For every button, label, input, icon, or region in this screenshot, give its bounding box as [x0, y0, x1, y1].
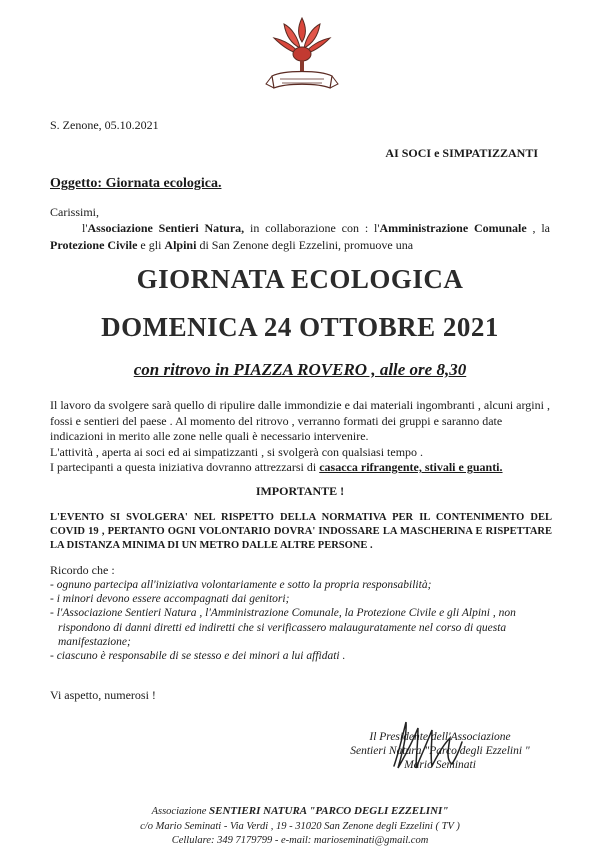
intro-text: e gli: [137, 238, 165, 252]
signature-block: [330, 730, 550, 772]
intro-paragraph: [50, 220, 550, 254]
list-item: - ciascuno è responsabile di se stesso e dei minori a lui affidati .: [50, 650, 346, 663]
list-item: - i minori devono essere accompagnati dai genitori;: [50, 593, 290, 606]
footer-assoc-prefix: Associazione: [151, 806, 210, 817]
place-date: S. Zenone, 05.10.2021: [50, 118, 159, 132]
body-paragraph-3: [50, 460, 552, 476]
important-heading: IMPORTANTE !: [255, 484, 345, 498]
gear-list: casacca rifrangente, stivali e guanti.: [319, 460, 503, 474]
event-title: GIORNATA ECOLOGICA: [136, 264, 464, 294]
footer-assoc: [0, 804, 600, 820]
intro-admin: Amministrazione Comunale: [379, 221, 527, 235]
greeting: Carissimi,: [50, 205, 100, 219]
event-date: DOMENICA 24 OTTOBRE 2021: [101, 312, 499, 342]
body-paragraph-1: Il lavoro da svolgere sarà quello di ripulire dalle immondizie e dai materiali ingombranti , alcuni argini , fossi e sentieri del paese . Al momento del ritrovo , verranno formati dei gruppi e saranno date indicazioni in merito alle zone nelle quali è necessario intervenire.: [50, 398, 550, 443]
signer-assoc: Sentieri Natura "Parco degli Ezzelini ": [350, 745, 530, 757]
body-paragraphs: [50, 398, 552, 476]
recipients: AI SOCI e SIMPATIZZANTI: [385, 146, 538, 160]
list-item: - l'Associazione Sentieri Natura , l'Amministrazione Comunale, la Protezione Civile e gli Alpini , non rispondono di danni diretti ed indiretti che si verificassero malauguratamente nel corso di questa manifestazione;: [50, 607, 516, 648]
body-paragraph-2: L'attività , aperta ai soci ed ai simpatizzanti , si svolgerà con qualsiasi tempo .: [50, 444, 424, 459]
subject-line: Oggetto: Giornata ecologica.: [50, 176, 222, 191]
footer-assoc-name: SENTIERI NATURA "PARCO DEGLI EZZELINI": [209, 805, 449, 817]
signer-title: Il Presidente dell'Associazione: [369, 731, 511, 743]
intro-text: l': [82, 221, 88, 235]
footer-contacts: Cellulare: 349 7179799 - e-mail: marioseminati@gmail.com: [171, 835, 429, 846]
covid-notice: L'EVENTO SI SVOLGERA' NEL RISPETTO DELLA NORMATIVA PER IL CONTENIMENTO DEL COVID 19 , PERTANTO OGNI VOLONTARIO DOVRA' INDOSSARE LA MASCHERINA E RISPETTARE LA DISTANZA MINIMA DI UN METRO DALLE ALTRE PERSONE .: [50, 512, 552, 551]
intro-civil: Protezione Civile: [50, 238, 138, 252]
body-text: I partecipanti a questa iniziativa dovranno attrezzarsi di: [50, 460, 320, 474]
footer: [0, 804, 600, 849]
intro-text: in collaborazione con : l': [244, 221, 380, 235]
footer-address: c/o Mario Seminati - Via Verdi , 19 - 31020 San Zenone degli Ezzelini ( TV ): [140, 820, 460, 832]
signer-name: Mario Seminati: [404, 759, 476, 771]
farewell: Vi aspetto, numerosi !: [50, 688, 156, 702]
intro-alpini: Alpini: [164, 238, 197, 252]
list-item: - ognuno partecipa all'iniziativa volontariamente e sotto la propria responsabilità;: [50, 579, 432, 591]
association-logo: [264, 14, 340, 100]
meeting-line: [0, 360, 600, 380]
meeting-text: con ritrovo in PIAZZA ROVERO , alle ore 8,30: [133, 360, 467, 379]
reminders-intro: Ricordo che :: [50, 563, 115, 577]
intro-text: , la: [526, 221, 551, 235]
reminders-list: [50, 578, 560, 663]
intro-text: di San Zenone degli Ezzelini, promuove una: [196, 238, 414, 252]
intro-assoc: Associazione Sentieri Natura,: [87, 221, 245, 235]
